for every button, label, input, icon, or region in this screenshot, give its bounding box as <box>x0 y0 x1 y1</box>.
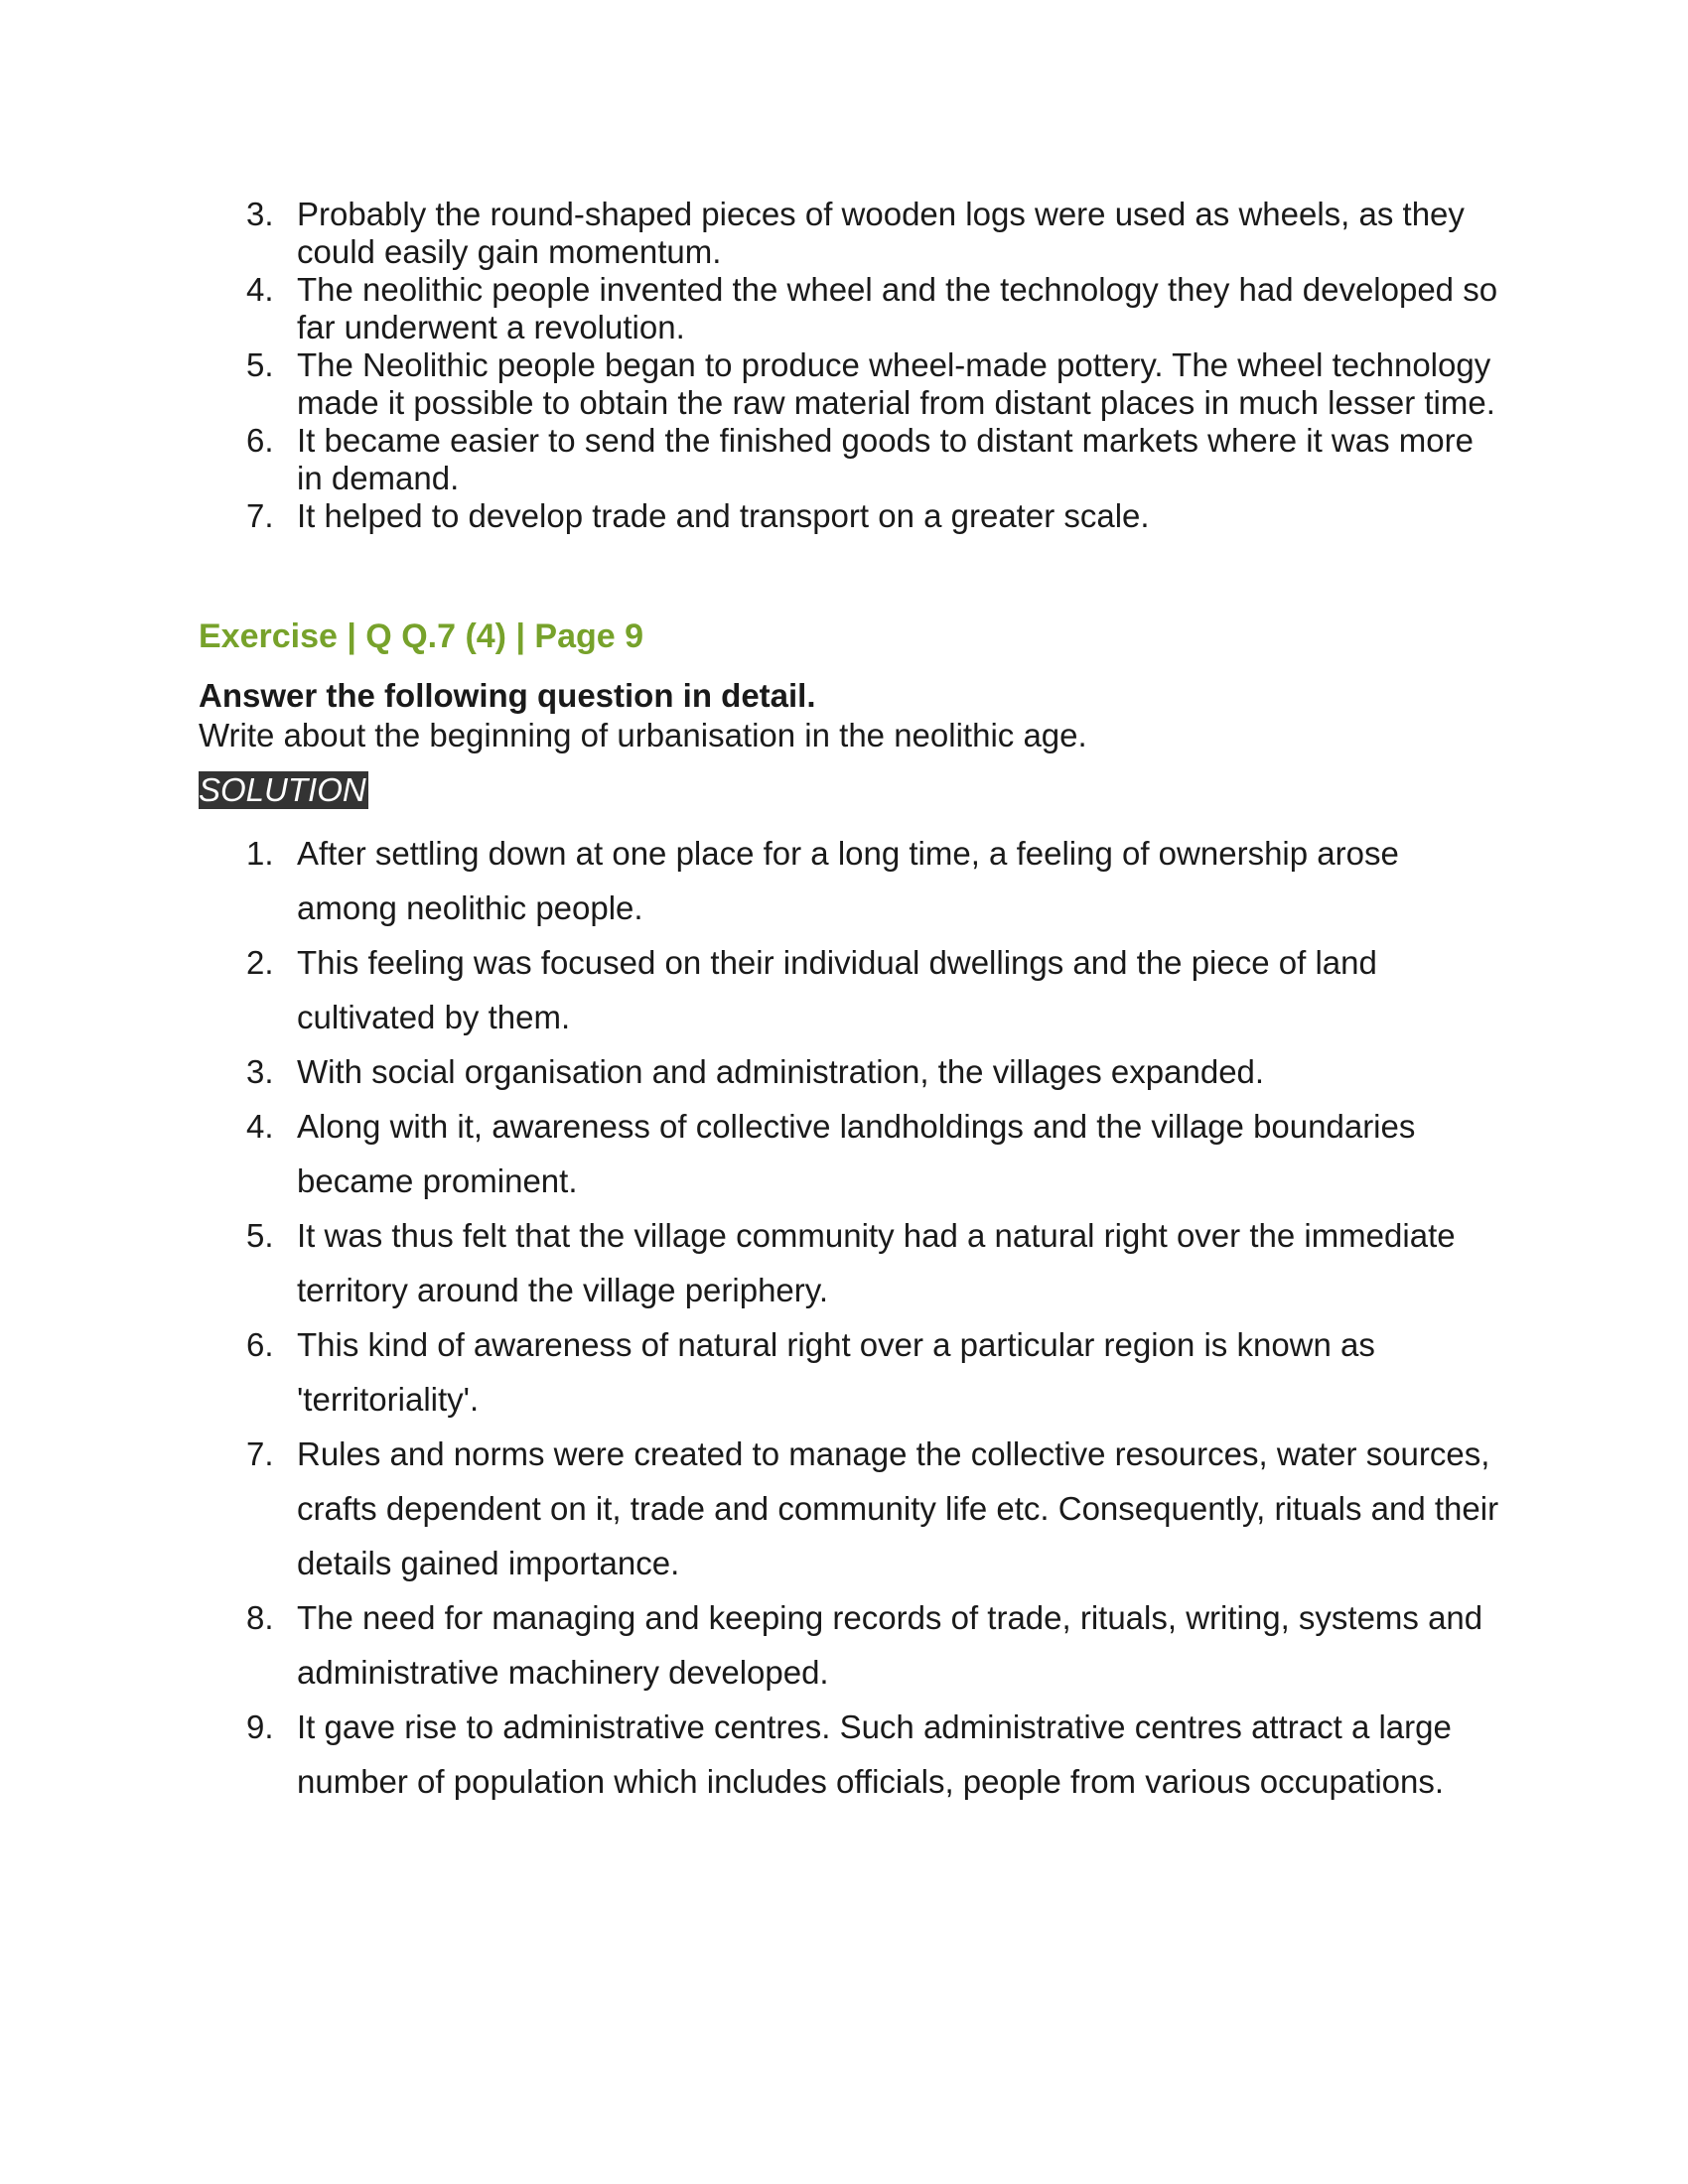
list-item <box>199 346 1499 421</box>
list-item <box>199 1427 1499 1590</box>
list-item-text: Along with it, awareness of collective landholdings and the village boundaries became prominent. <box>297 1108 1416 1199</box>
list-item-text: The need for managing and keeping records of trade, rituals, writing, systems and administrative machinery developed. <box>297 1599 1483 1691</box>
list-item-text: With social organisation and administration, the villages expanded. <box>297 1053 1265 1090</box>
list-item-number: 9. <box>246 1708 274 1745</box>
list-item <box>199 271 1499 345</box>
list-item-text: It helped to develop trade and transport on a greater scale. <box>297 497 1150 534</box>
list-item-text: After settling down at one place for a long time, a feeling of ownership arose among neolithic people. <box>297 835 1399 926</box>
list-item <box>199 1700 1499 1809</box>
list-item-number: 7. <box>246 497 274 534</box>
list-item-number: 4. <box>246 271 274 308</box>
list-item-number: 1. <box>246 835 274 872</box>
list-item-text: It gave rise to administrative centres. Such administrative centres attract a large number of population which includes officials, people from various occupations. <box>297 1708 1452 1800</box>
list-item-text: The Neolithic people began to produce wheel-made pottery. The wheel technology made it possible to obtain the raw material from distant places in much lesser time. <box>297 346 1495 421</box>
list-item-text: This kind of awareness of natural right over a particular region is known as 'territoriality'. <box>297 1326 1375 1418</box>
solution-list <box>199 826 1499 1809</box>
list-item <box>199 497 1499 535</box>
list-item <box>199 1208 1499 1317</box>
list-item-text: The neolithic people invented the wheel and the technology they had developed so far underwent a revolution. <box>297 271 1498 345</box>
list-item <box>199 1590 1499 1700</box>
list-item-number: 4. <box>246 1108 274 1145</box>
list-item-number: 8. <box>246 1599 274 1636</box>
list-item-number: 3. <box>246 1053 274 1090</box>
list-item-text: Rules and norms were created to manage the collective resources, water sources, crafts dependent on it, trade and community life etc. Consequently, rituals and their details gained importance. <box>297 1435 1499 1581</box>
list-item-number: 3. <box>246 196 274 232</box>
question-label: Answer the following question in detail. <box>199 677 816 714</box>
list-item <box>199 1317 1499 1427</box>
list-item <box>199 826 1499 935</box>
list-item-number: 2. <box>246 944 274 981</box>
list-item <box>199 196 1499 270</box>
list-item-number: 5. <box>246 346 274 383</box>
list-item <box>199 1044 1499 1099</box>
list-item-text: It became easier to send the finished goods to distant markets where it was more in demand. <box>297 422 1474 496</box>
answer-list-previous <box>199 196 1499 536</box>
list-item <box>199 422 1499 496</box>
list-item-number: 6. <box>246 1326 274 1363</box>
list-item-number: 5. <box>246 1217 274 1254</box>
list-item-number: 6. <box>246 422 274 459</box>
list-item-text: It was thus felt that the village community had a natural right over the immediate territory around the village periphery. <box>297 1217 1456 1308</box>
list-item <box>199 935 1499 1044</box>
list-item-number: 7. <box>246 1435 274 1472</box>
list-item-text: This feeling was focused on their individual dwellings and the piece of land cultivated by them. <box>297 944 1377 1035</box>
question-text: Write about the beginning of urbanisation in the neolithic age. <box>199 717 1087 753</box>
solution-label: SOLUTION <box>199 771 368 809</box>
list-item <box>199 1099 1499 1208</box>
list-item-text: Probably the round-shaped pieces of wooden logs were used as wheels, as they could easily gain momentum. <box>297 196 1465 270</box>
exercise-heading: Exercise | Q Q.7 (4) | Page 9 <box>199 617 644 655</box>
